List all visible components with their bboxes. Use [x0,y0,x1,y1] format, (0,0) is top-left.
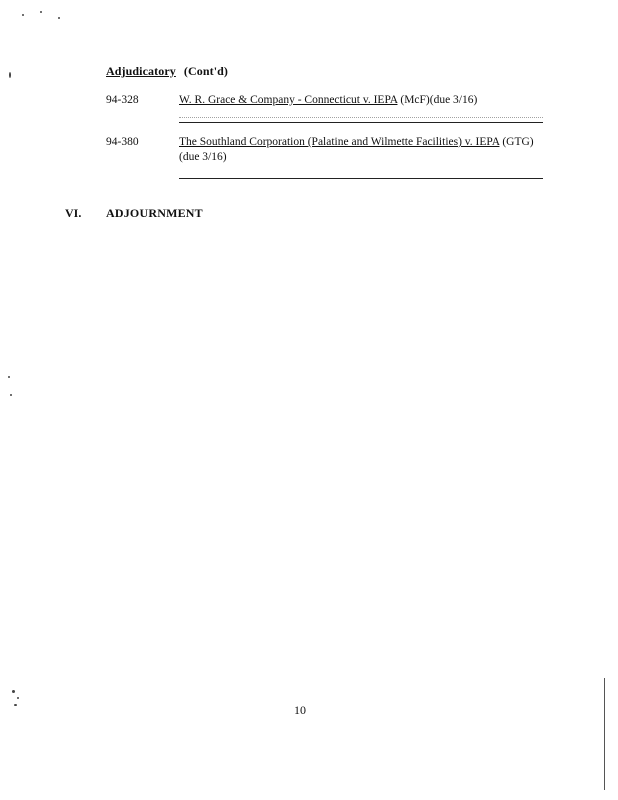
scan-speck [10,394,12,396]
case-title [179,135,546,165]
scan-edge-line [604,678,605,790]
case-number: 94-328 [106,94,139,106]
signature-rule [179,122,543,123]
page-number: 10 [294,703,306,717]
scan-speck [9,72,11,78]
faint-rule [179,117,543,118]
case-title [179,93,546,108]
case-name: The Southland Corporation (Palatine and Wilmette Facilities) v. IEPA [179,136,500,148]
section-label: Adjudicatory [106,64,176,78]
case-number: 94-380 [106,136,139,148]
signature-rule [179,178,543,179]
case-name: W. R. Grace & Company - Connecticut v. IEPA [179,94,398,106]
case-suffix: (GTG)(due 3/16) [179,136,534,163]
scan-speck [17,697,19,699]
scan-speck [22,14,24,16]
scan-speck [8,376,10,378]
scan-speck [58,17,60,19]
case-suffix: (McF)(due 3/16) [400,94,478,106]
adjournment-heading: ADJOURNMENT [106,206,203,220]
scan-speck [40,11,42,13]
section-numeral: VI. [65,206,82,220]
section-heading [106,64,228,79]
continued-label: (Cont'd) [183,64,229,78]
scan-speck [12,690,15,693]
